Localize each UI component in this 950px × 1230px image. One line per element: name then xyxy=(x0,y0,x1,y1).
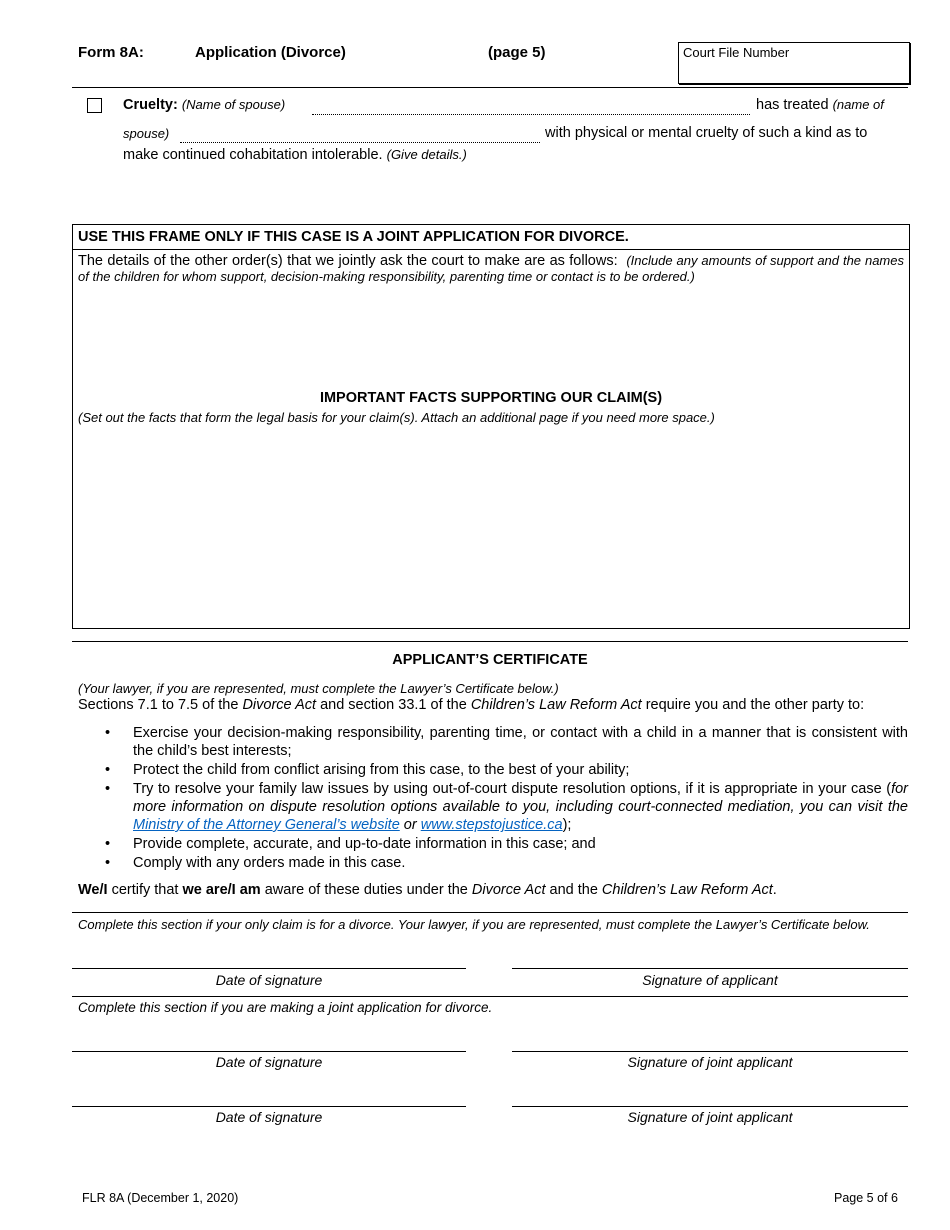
duty3-text: Try to resolve your family law issues by using out-of-court dispute resolution options, if it is appropriate in your case ( xyxy=(133,781,892,797)
certify-divorce-act: Divorce Act xyxy=(471,882,546,898)
intro-divorce-act: Divorce Act xyxy=(242,697,317,713)
date-signature-line-2[interactable] xyxy=(72,1051,466,1052)
spouse-name-hint: (Name of spouse) xyxy=(181,97,286,112)
intro-text-a: Sections 7.1 to 7.5 of the xyxy=(78,697,243,713)
sole-section-divider xyxy=(72,912,908,913)
court-file-number-label: Court File Number xyxy=(683,45,790,60)
other-orders-instructions xyxy=(78,253,904,285)
page-reference: (page 5) xyxy=(488,44,546,61)
footer-form-id: FLR 8A (December 1, 2020) xyxy=(82,1191,239,1205)
joint-signature-line-1[interactable] xyxy=(512,1051,908,1052)
sections-intro xyxy=(78,697,864,713)
cruelty-line-1-end xyxy=(756,97,884,113)
duties-list xyxy=(78,724,908,873)
duty-best-interests: • Exercise your decision-making responsibility, parenting time, or contact with a child in a manner that is consistent with the child’s best interests; xyxy=(133,724,908,760)
other-spouse-hint-a: (name of xyxy=(832,97,884,112)
applicant-signature-line[interactable] xyxy=(512,968,908,969)
cruelty-checkbox[interactable] xyxy=(87,98,102,113)
cruelty-text-1: with physical or mental cruelty of such a kind as to xyxy=(545,125,868,141)
duty-information: • Provide complete, accurate, and up-to-date information in this case; and xyxy=(133,835,908,853)
joint-application-note: Complete this section if you are making a joint application for divorce. xyxy=(78,1000,493,1015)
sole-claim-note: Complete this section if your only claim is for a divorce. Your lawyer, if you are represented, must complete the Lawyer’s Certificate below. xyxy=(78,917,870,932)
certify-text-d: aware of these duties under the xyxy=(260,882,472,898)
certify-we-are: we are/I am xyxy=(182,882,261,898)
certify-text-b: certify that xyxy=(107,882,183,898)
stepstojustice-link[interactable]: www.stepstojustice.ca xyxy=(420,817,563,833)
footer-page-number: Page 5 of 6 xyxy=(834,1191,898,1205)
date-signature-label-2: Date of signature xyxy=(215,1054,323,1070)
duty-protect-child: • Protect the child from conflict arising from this case, to the best of your ability; xyxy=(133,761,908,779)
other-orders-text: The details of the other order(s) that we jointly ask the court to make are as follows: xyxy=(78,253,618,269)
joint-application-frame xyxy=(72,224,910,629)
joint-signature-label-1: Signature of joint applicant xyxy=(627,1054,793,1070)
date-signature-line-1[interactable] xyxy=(72,968,466,969)
cruelty-label: Cruelty: xyxy=(123,97,178,113)
form-title: Application (Divorce) xyxy=(195,44,346,61)
joint-signature-line-2[interactable] xyxy=(512,1106,908,1107)
duty3-italic: for more information on dispute resolution options available to you, including court-connected mediation, you can visit the xyxy=(133,781,908,815)
joint-signature-label-2: Signature of joint applicant xyxy=(627,1109,793,1125)
certify-period: . xyxy=(772,882,777,898)
give-details-hint: (Give details.) xyxy=(386,147,467,162)
duty3-end: ); xyxy=(562,817,572,833)
joint-frame-title: USE THIS FRAME ONLY IF THIS CASE IS A JOINT APPLICATION FOR DIVORCE. xyxy=(78,229,629,245)
intro-clra: Children’s Law Reform Act xyxy=(470,697,642,713)
cruelty-line-1 xyxy=(123,97,285,113)
intro-text-c: and section 33.1 of the xyxy=(316,697,471,713)
header-divider xyxy=(72,87,908,88)
form-number: Form 8A: xyxy=(78,44,144,61)
spouse-name-field[interactable] xyxy=(312,114,750,115)
duty3-or: or xyxy=(399,817,421,833)
certify-we-i: We/I xyxy=(78,882,108,898)
other-orders-hint: (Include any amounts of support and the names of the children for whom support, decision-making responsibility, parenting time or contact is to be ordered.) xyxy=(78,253,904,284)
other-spouse-hint-b: spouse) xyxy=(123,126,170,141)
date-signature-label-1: Date of signature xyxy=(215,972,323,988)
duty-dispute-resolution xyxy=(133,780,908,834)
joint-section-divider xyxy=(72,996,908,997)
court-file-number-field[interactable] xyxy=(678,42,910,84)
certificate-divider xyxy=(72,641,908,642)
has-treated-text: has treated xyxy=(756,97,829,113)
certify-text-f: and the xyxy=(545,882,602,898)
duty-comply: • Comply with any orders made in this case. xyxy=(133,854,908,872)
lawyer-note: (Your lawyer, if you are represented, must complete the Lawyer’s Certificate below.) xyxy=(78,681,559,696)
joint-frame-divider xyxy=(73,249,909,250)
applicant-signature-label: Signature of applicant xyxy=(642,972,778,988)
cruelty-line-3 xyxy=(123,147,467,163)
certify-clra: Children’s Law Reform Act xyxy=(601,882,773,898)
ministry-ag-link[interactable]: Ministry of the Attorney General’s website xyxy=(133,817,400,833)
certify-statement xyxy=(78,882,777,898)
certificate-title: APPLICANT’S CERTIFICATE xyxy=(392,652,588,668)
intro-text-e: require you and the other party to: xyxy=(641,697,865,713)
date-signature-label-3: Date of signature xyxy=(215,1109,323,1125)
date-signature-line-3[interactable] xyxy=(72,1106,466,1107)
cruelty-text-2: make continued cohabitation intolerable. xyxy=(123,147,383,163)
other-spouse-name-field[interactable] xyxy=(180,142,540,143)
important-facts-hint: (Set out the facts that form the legal basis for your claim(s). Attach an additional page if you need more space.) xyxy=(78,410,715,425)
important-facts-title: IMPORTANT FACTS SUPPORTING OUR CLAIM(S) xyxy=(319,390,663,406)
